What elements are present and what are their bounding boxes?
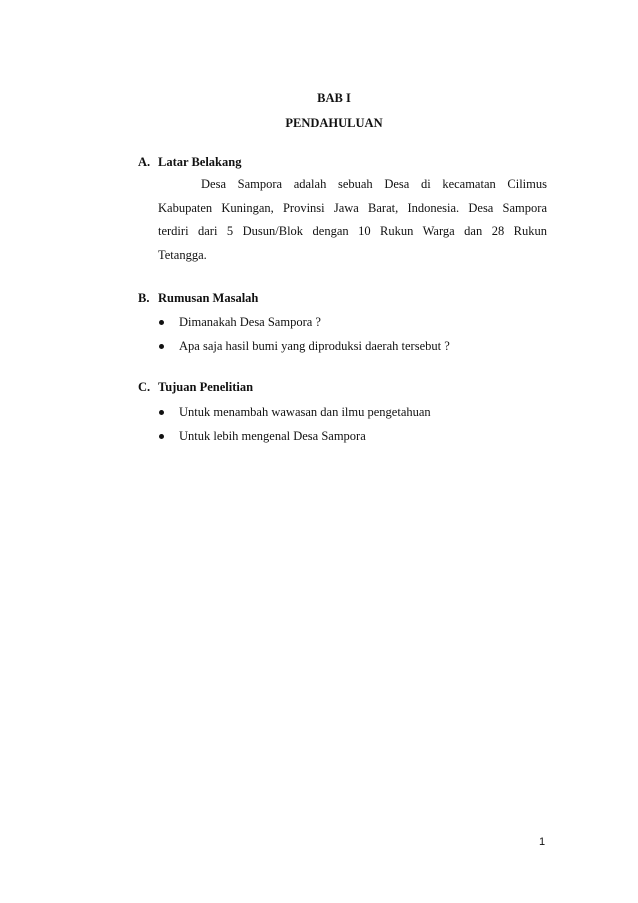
list-item xyxy=(158,424,548,448)
list-item xyxy=(158,334,548,358)
section-letter: B. xyxy=(138,291,150,305)
list-item-text: Apa saja hasil bumi yang diproduksi daerah tersebut ? xyxy=(179,339,450,353)
paragraph-line: Tetangga. xyxy=(158,247,207,262)
rumusan-masalah-list xyxy=(158,310,548,358)
bullet-icon xyxy=(159,320,164,325)
bullet-icon xyxy=(159,344,164,349)
section-letter: A. xyxy=(138,155,151,169)
bullet-icon xyxy=(159,434,164,439)
list-item-text: Untuk menambah wawasan dan ilmu pengetahuan xyxy=(179,405,431,419)
section-letter: C. xyxy=(138,380,151,394)
latar-belakang-paragraph xyxy=(158,173,547,267)
bullet-icon xyxy=(159,410,164,415)
list-item xyxy=(158,400,548,424)
list-item-text: Untuk lebih mengenal Desa Sampora xyxy=(179,429,366,443)
section-title: Tujuan Penelitian xyxy=(158,380,254,394)
list-item-text: Dimanakah Desa Sampora ? xyxy=(179,315,321,329)
list-item xyxy=(158,310,548,334)
section-latar-belakang-heading xyxy=(138,155,241,170)
section-title: Rumusan Masalah xyxy=(158,291,259,305)
paragraph-line: terdiri dari 5 Dusun/Blok dengan 10 Rukun Warga dan 28 Rukun xyxy=(158,224,547,238)
paragraph-line: Kabupaten Kuningan, Provinsi Jawa Barat, Indonesia. Desa Sampora xyxy=(158,200,547,215)
chapter-title: PENDAHULUAN xyxy=(285,116,383,130)
section-title: Latar Belakang xyxy=(158,155,242,169)
tujuan-penelitian-list xyxy=(158,400,548,448)
section-rumusan-masalah-heading xyxy=(138,291,258,306)
page-number: 1 xyxy=(539,836,546,848)
paragraph-line: Desa Sampora adalah sebuah Desa di kecamatan Cilimus xyxy=(201,177,547,191)
chapter-number: BAB I xyxy=(317,91,351,105)
section-tujuan-penelitian-heading xyxy=(138,380,253,395)
